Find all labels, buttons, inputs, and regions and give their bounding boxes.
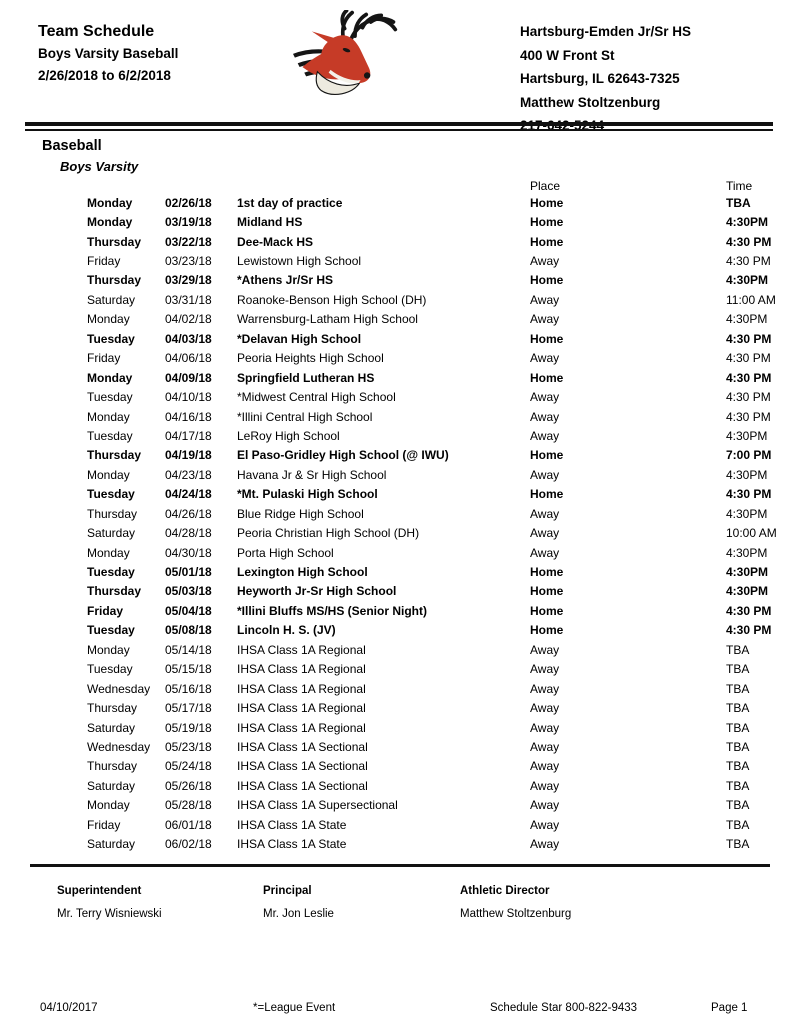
cell-date: 03/31/18 bbox=[165, 292, 212, 307]
cell-time: 4:30 PM bbox=[726, 234, 772, 249]
cell-time: 4:30 PM bbox=[726, 390, 771, 405]
cell-opponent: IHSA Class 1A Supersectional bbox=[237, 798, 398, 813]
footer-legend: *=League Event bbox=[253, 1002, 336, 1014]
cell-time: TBA bbox=[726, 195, 751, 210]
page-title: Team Schedule bbox=[38, 23, 155, 40]
table-bottom-rule bbox=[30, 864, 770, 867]
schedule-row bbox=[87, 582, 780, 601]
cell-time: 4:30PM bbox=[726, 215, 769, 230]
cell-place: Home bbox=[530, 603, 564, 618]
cell-place: Away bbox=[530, 837, 560, 852]
cell-opponent: IHSA Class 1A Regional bbox=[237, 720, 366, 735]
schedule-row bbox=[87, 543, 780, 562]
cell-time: TBA bbox=[726, 778, 750, 793]
schedule-row bbox=[87, 679, 780, 698]
cell-date: 04/02/18 bbox=[165, 312, 212, 327]
cell-time: 4:30PM bbox=[726, 506, 768, 521]
cell-place: Away bbox=[530, 254, 560, 269]
schedule-row bbox=[87, 718, 780, 737]
cell-time: 4:30 PM bbox=[726, 351, 771, 366]
cell-date: 04/23/18 bbox=[165, 467, 212, 482]
cell-time: 4:30PM bbox=[726, 565, 769, 580]
schedule-row bbox=[87, 251, 780, 270]
staff-principal bbox=[263, 884, 334, 921]
cell-day: Wednesday bbox=[87, 739, 151, 754]
cell-place: Away bbox=[530, 351, 560, 366]
cell-opponent: Lewistown High School bbox=[237, 254, 362, 269]
cell-day: Thursday bbox=[87, 506, 138, 521]
cell-opponent: Roanoke-Benson High School (DH) bbox=[237, 292, 427, 307]
staff-athletic-director bbox=[460, 884, 571, 921]
cell-opponent: *Illini Central High School bbox=[237, 409, 373, 424]
schedule-row bbox=[87, 232, 780, 251]
cell-time: 7:00 PM bbox=[726, 448, 772, 463]
cell-place: Home bbox=[530, 623, 564, 638]
cell-time: 4:30PM bbox=[726, 545, 768, 560]
cell-time: TBA bbox=[726, 817, 750, 832]
cell-day: Thursday bbox=[87, 701, 138, 716]
school-address2: Hartsburg, IL 62643-7325 bbox=[520, 71, 680, 86]
cell-day: Tuesday bbox=[87, 487, 135, 502]
cell-date: 05/01/18 bbox=[165, 565, 212, 580]
schedule-row bbox=[87, 426, 780, 445]
cell-time: TBA bbox=[726, 701, 750, 716]
cell-opponent: IHSA Class 1A Regional bbox=[237, 662, 366, 677]
cell-date: 04/26/18 bbox=[165, 506, 212, 521]
cell-time: TBA bbox=[726, 720, 750, 735]
staff-name: Matthew Stoltzenburg bbox=[460, 908, 572, 920]
cell-place: Home bbox=[530, 448, 564, 463]
cell-date: 03/23/18 bbox=[165, 254, 212, 269]
level-heading: Boys Varsity bbox=[60, 159, 139, 174]
footer-vendor: Schedule Star 800-822-9433 bbox=[490, 1002, 638, 1014]
cell-place: Away bbox=[530, 312, 560, 327]
cell-opponent: *Midwest Central High School bbox=[237, 390, 396, 405]
cell-place: Away bbox=[530, 778, 560, 793]
cell-day: Tuesday bbox=[87, 390, 133, 405]
cell-date: 05/08/18 bbox=[165, 623, 212, 638]
schedule-row bbox=[87, 737, 780, 756]
cell-date: 05/16/18 bbox=[165, 681, 212, 696]
cell-time: TBA bbox=[726, 739, 750, 754]
cell-opponent: El Paso-Gridley High School (@ IWU) bbox=[237, 448, 449, 463]
cell-day: Friday bbox=[87, 603, 124, 618]
cell-place: Away bbox=[530, 662, 560, 677]
cell-time: 4:30PM bbox=[726, 428, 768, 443]
cell-time: 4:30PM bbox=[726, 584, 769, 599]
schedule-row bbox=[87, 407, 780, 426]
schedule-row bbox=[87, 523, 780, 542]
cell-day: Monday bbox=[87, 467, 130, 482]
school-info-block bbox=[520, 20, 691, 138]
schedule-row bbox=[87, 368, 780, 387]
cell-opponent: Warrensburg-Latham High School bbox=[237, 312, 418, 327]
cell-date: 03/19/18 bbox=[165, 215, 212, 230]
cell-opponent: Porta High School bbox=[237, 545, 334, 560]
cell-opponent: Peoria Heights High School bbox=[237, 351, 384, 366]
cell-place: Away bbox=[530, 409, 560, 424]
cell-time: 4:30 PM bbox=[726, 370, 772, 385]
cell-date: 05/28/18 bbox=[165, 798, 212, 813]
cell-day: Thursday bbox=[87, 234, 142, 249]
cell-day: Thursday bbox=[87, 759, 138, 774]
cell-date: 06/02/18 bbox=[165, 837, 212, 852]
schedule-row bbox=[87, 271, 780, 290]
cell-time: 4:30 PM bbox=[726, 487, 772, 502]
cell-date: 04/17/18 bbox=[165, 428, 212, 443]
cell-day: Friday bbox=[87, 817, 121, 832]
cell-day: Monday bbox=[87, 195, 133, 210]
cell-opponent: IHSA Class 1A Sectional bbox=[237, 778, 368, 793]
cell-place: Home bbox=[530, 584, 564, 599]
cell-date: 04/10/18 bbox=[165, 390, 212, 405]
cell-place: Away bbox=[530, 798, 560, 813]
cell-day: Monday bbox=[87, 409, 130, 424]
schedule-row bbox=[87, 349, 780, 368]
sport-heading: Baseball bbox=[42, 138, 102, 154]
cell-place: Away bbox=[530, 759, 560, 774]
schedule-column-headers bbox=[87, 180, 780, 193]
schedule-row bbox=[87, 387, 780, 406]
cell-opponent: IHSA Class 1A Regional bbox=[237, 681, 366, 696]
cell-time: 4:30 PM bbox=[726, 254, 771, 269]
schedule-row bbox=[87, 290, 780, 309]
cell-time: TBA bbox=[726, 681, 750, 696]
schedule-row bbox=[87, 660, 780, 679]
cell-day: Monday bbox=[87, 370, 133, 385]
schedule-row bbox=[87, 640, 780, 659]
school-address1: 400 W Front St bbox=[520, 47, 615, 63]
staff-role: Superintendent bbox=[57, 885, 142, 897]
cell-place: Away bbox=[530, 817, 560, 832]
cell-date: 06/01/18 bbox=[165, 817, 212, 832]
cell-place: Away bbox=[530, 428, 560, 443]
cell-date: 04/28/18 bbox=[165, 526, 212, 541]
cell-opponent: Lexington High School bbox=[237, 565, 368, 580]
cell-date: 04/06/18 bbox=[165, 351, 212, 366]
schedule-row bbox=[87, 193, 780, 212]
schedule-row bbox=[87, 310, 780, 329]
cell-day: Thursday bbox=[87, 273, 142, 288]
cell-date: 04/16/18 bbox=[165, 409, 212, 424]
cell-date: 05/04/18 bbox=[165, 603, 212, 618]
cell-place: Home bbox=[530, 273, 564, 288]
cell-time: 4:30PM bbox=[726, 467, 768, 482]
cell-time: 10:00 AM bbox=[726, 526, 777, 541]
cell-day: Thursday bbox=[87, 448, 142, 463]
cell-place: Away bbox=[530, 720, 560, 735]
cell-day: Saturday bbox=[87, 292, 136, 307]
schedule-row bbox=[87, 757, 780, 776]
schedule-date-range: 2/26/2018 to 6/2/2018 bbox=[38, 68, 171, 83]
cell-date: 04/09/18 bbox=[165, 370, 212, 385]
schedule-row bbox=[87, 485, 780, 504]
staff-role: Athletic Director bbox=[460, 885, 550, 897]
cell-opponent: IHSA Class 1A Sectional bbox=[237, 759, 368, 774]
staff-role: Principal bbox=[263, 885, 312, 897]
cell-time: 4:30PM bbox=[726, 273, 769, 288]
footer-print-date: 04/10/2017 bbox=[40, 1002, 98, 1014]
cell-time: TBA bbox=[726, 759, 750, 774]
cell-time: 4:30PM bbox=[726, 312, 768, 327]
cell-date: 05/14/18 bbox=[165, 642, 212, 657]
cell-place: Away bbox=[530, 292, 560, 307]
cell-opponent: *Illini Bluffs MS/HS (Senior Night) bbox=[237, 603, 427, 618]
cell-date: 05/23/18 bbox=[165, 739, 212, 754]
cell-opponent: Heyworth Jr-Sr High School bbox=[237, 584, 397, 599]
cell-date: 05/26/18 bbox=[165, 778, 212, 793]
cell-day: Monday bbox=[87, 545, 130, 560]
cell-day: Monday bbox=[87, 642, 130, 657]
school-name: Hartsburg-Emden Jr/Sr HS bbox=[520, 24, 692, 39]
cell-opponent: LeRoy High School bbox=[237, 428, 340, 443]
cell-date: 04/24/18 bbox=[165, 487, 212, 502]
schedule-row bbox=[87, 796, 780, 815]
schedule-row bbox=[87, 698, 780, 717]
cell-date: 03/29/18 bbox=[165, 273, 212, 288]
title-block bbox=[38, 20, 178, 87]
schedule-row bbox=[87, 562, 780, 581]
schedule-rows bbox=[87, 193, 780, 854]
cell-day: Tuesday bbox=[87, 623, 135, 638]
cell-date: 05/15/18 bbox=[165, 662, 212, 677]
cell-opponent: *Delavan High School bbox=[237, 331, 362, 346]
cell-day: Monday bbox=[87, 215, 133, 230]
cell-date: 05/19/18 bbox=[165, 720, 212, 735]
staff-block bbox=[0, 884, 800, 934]
cell-date: 04/03/18 bbox=[165, 331, 212, 346]
cell-date: 03/22/18 bbox=[165, 234, 212, 249]
cell-place: Home bbox=[530, 370, 564, 385]
cell-time: TBA bbox=[726, 837, 750, 852]
column-header-time: Time bbox=[726, 179, 753, 193]
schedule-row bbox=[87, 446, 780, 465]
cell-place: Away bbox=[530, 739, 560, 754]
cell-date: 02/26/18 bbox=[165, 195, 212, 210]
cell-opponent: 1st day of practice bbox=[237, 195, 343, 210]
cell-time: TBA bbox=[726, 662, 750, 677]
schedule-row bbox=[87, 621, 780, 640]
cell-opponent: *Mt. Pulaski High School bbox=[237, 487, 378, 502]
cell-time: 4:30 PM bbox=[726, 603, 772, 618]
cell-opponent: *Athens Jr/Sr HS bbox=[237, 273, 334, 288]
cell-opponent: Peoria Christian High School (DH) bbox=[237, 526, 420, 541]
cell-time: 4:30 PM bbox=[726, 623, 772, 638]
cell-day: Saturday bbox=[87, 778, 136, 793]
schedule-row bbox=[87, 776, 780, 795]
cell-place: Away bbox=[530, 642, 560, 657]
cell-day: Friday bbox=[87, 351, 121, 366]
cell-place: Away bbox=[530, 467, 560, 482]
cell-day: Saturday bbox=[87, 526, 136, 541]
schedule-row bbox=[87, 504, 780, 523]
stag-mascot-logo-icon bbox=[293, 10, 415, 110]
cell-place: Home bbox=[530, 565, 564, 580]
staff-name: Mr. Terry Wisniewski bbox=[57, 908, 162, 920]
cell-place: Away bbox=[530, 701, 560, 716]
cell-place: Home bbox=[530, 195, 564, 210]
team-name: Boys Varsity Baseball bbox=[38, 46, 179, 61]
cell-place: Away bbox=[530, 545, 560, 560]
cell-time: 11:00 AM bbox=[726, 292, 776, 307]
cell-date: 04/30/18 bbox=[165, 545, 212, 560]
cell-place: Away bbox=[530, 390, 560, 405]
cell-time: 4:30 PM bbox=[726, 409, 771, 424]
cell-day: Saturday bbox=[87, 837, 136, 852]
cell-place: Away bbox=[530, 526, 560, 541]
cell-place: Home bbox=[530, 215, 564, 230]
cell-day: Tuesday bbox=[87, 565, 135, 580]
cell-opponent: IHSA Class 1A State bbox=[237, 817, 347, 832]
cell-date: 05/03/18 bbox=[165, 584, 212, 599]
cell-opponent: Springfield Lutheran HS bbox=[237, 370, 375, 385]
cell-opponent: IHSA Class 1A Regional bbox=[237, 701, 366, 716]
cell-date: 05/17/18 bbox=[165, 701, 212, 716]
cell-day: Monday bbox=[87, 312, 130, 327]
cell-day: Tuesday bbox=[87, 428, 133, 443]
cell-opponent: Havana Jr & Sr High School bbox=[237, 467, 387, 482]
cell-place: Home bbox=[530, 234, 564, 249]
cell-day: Monday bbox=[87, 798, 130, 813]
staff-name: Mr. Jon Leslie bbox=[263, 908, 334, 920]
cell-time: 4:30 PM bbox=[726, 331, 772, 346]
cell-opponent: Dee-Mack HS bbox=[237, 234, 314, 249]
schedule-row bbox=[87, 815, 780, 834]
cell-place: Away bbox=[530, 506, 560, 521]
footer-page-number: Page 1 bbox=[711, 1002, 748, 1014]
cell-day: Friday bbox=[87, 254, 121, 269]
column-header-place: Place bbox=[530, 179, 561, 193]
staff-superintendent bbox=[57, 884, 162, 921]
schedule-row bbox=[87, 601, 780, 620]
cell-opponent: IHSA Class 1A Sectional bbox=[237, 739, 368, 754]
cell-place: Away bbox=[530, 681, 560, 696]
schedule-row bbox=[87, 834, 780, 853]
schedule-row bbox=[87, 212, 780, 231]
cell-opponent: Blue Ridge High School bbox=[237, 506, 364, 521]
cell-time: TBA bbox=[726, 642, 750, 657]
cell-day: Saturday bbox=[87, 720, 136, 735]
cell-place: Home bbox=[530, 331, 564, 346]
header-divider-double-rule bbox=[25, 122, 773, 131]
cell-day: Wednesday bbox=[87, 681, 151, 696]
schedule-row bbox=[87, 329, 780, 348]
cell-opponent: Lincoln H. S. (JV) bbox=[237, 623, 336, 638]
cell-time: TBA bbox=[726, 798, 750, 813]
cell-opponent: IHSA Class 1A State bbox=[237, 837, 347, 852]
cell-place: Home bbox=[530, 487, 564, 502]
cell-day: Tuesday bbox=[87, 662, 133, 677]
cell-date: 04/19/18 bbox=[165, 448, 212, 463]
schedule-row bbox=[87, 465, 780, 484]
cell-day: Thursday bbox=[87, 584, 142, 599]
cell-day: Tuesday bbox=[87, 331, 135, 346]
cell-opponent: IHSA Class 1A Regional bbox=[237, 642, 366, 657]
contact-name: Matthew Stoltzenburg bbox=[520, 94, 661, 110]
cell-opponent: Midland HS bbox=[237, 215, 303, 230]
cell-date: 05/24/18 bbox=[165, 759, 212, 774]
